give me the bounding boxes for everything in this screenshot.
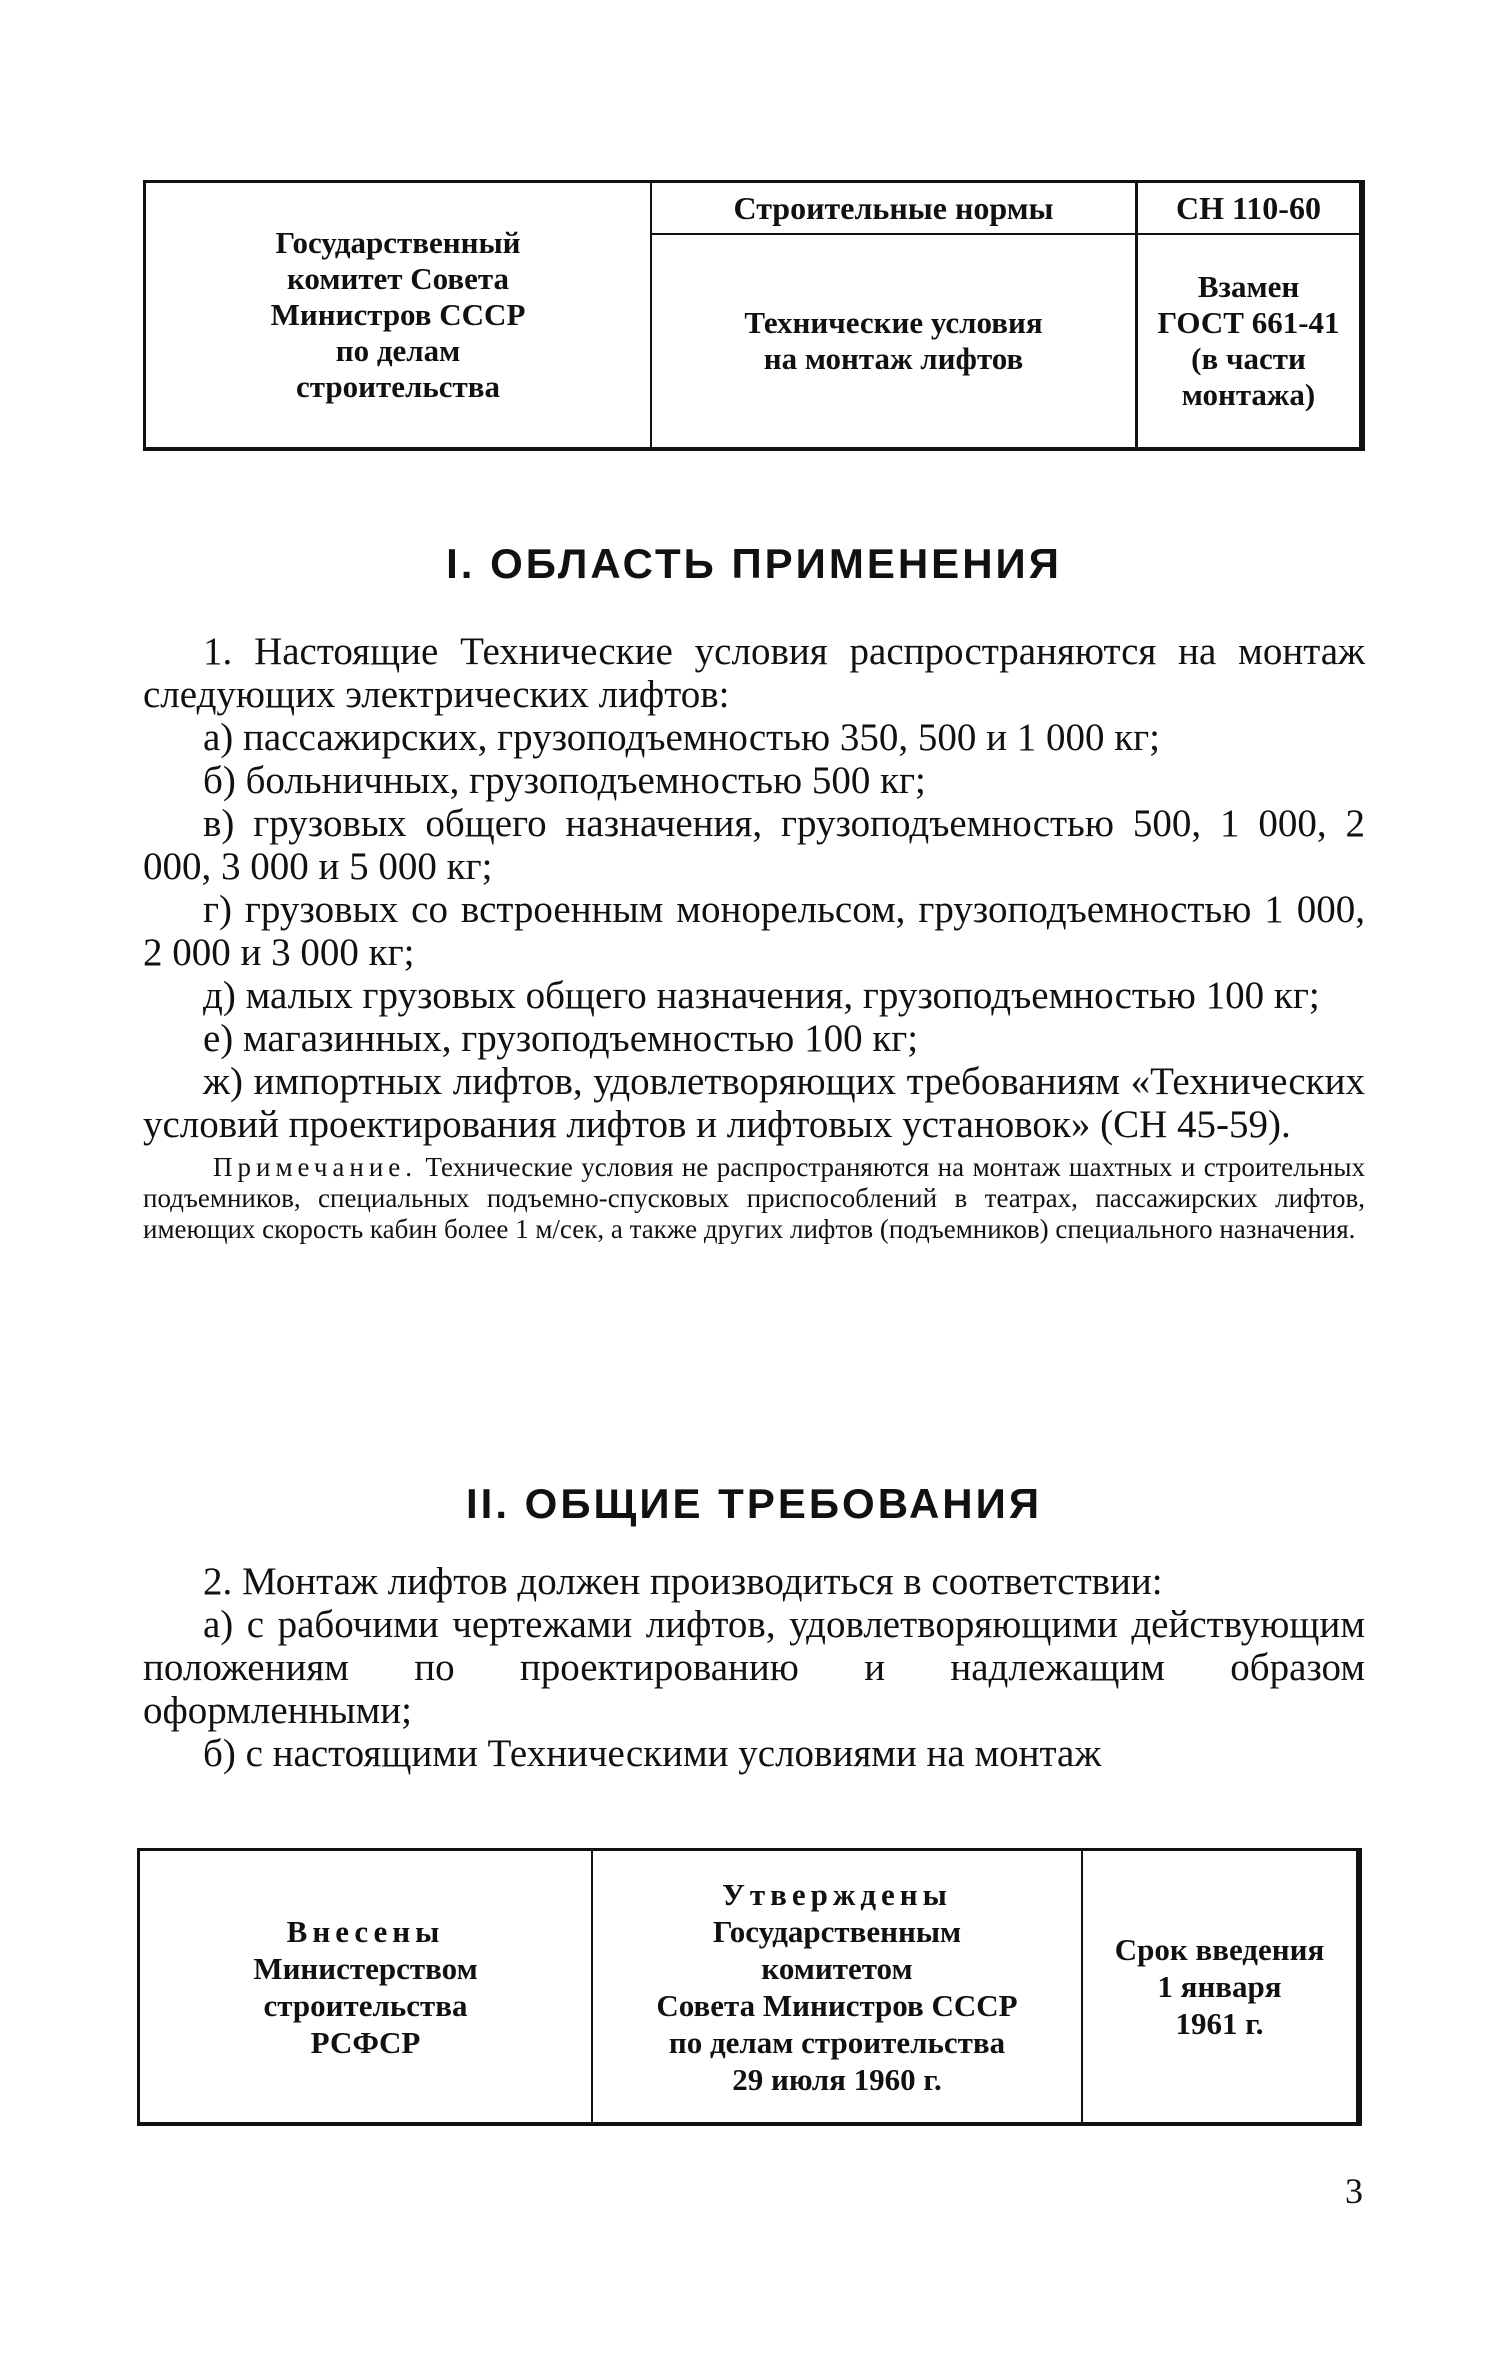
replaces-standard: Взамен ГОСТ 661-41 (в части монтажа) bbox=[1157, 269, 1340, 412]
approved-by-cell: Утверждены Государственным комитетом Совета Министров СССР по делам строительства 29 июля 1960 г. bbox=[593, 1851, 1083, 2122]
list-item: б) больничных, грузоподъемностью 500 кг; bbox=[203, 759, 926, 802]
paragraph-2-intro: 2. Монтаж лифтов должен производиться в соответствии: bbox=[203, 1560, 1163, 1603]
section-heading-general-requirements: II. ОБЩИЕ ТРЕБОВАНИЯ bbox=[465, 1480, 1043, 1527]
list-item: а) с рабочими чертежами лифтов, удовлетворяющими действующим положениям по проектированию и надлежащим образом оформленными; bbox=[143, 1603, 1365, 1732]
list-item: е) магазинных, грузоподъемностью 100 кг; bbox=[203, 1017, 919, 1060]
section-heading-scope: I. ОБЛАСТЬ ПРИМЕНЕНИЯ bbox=[446, 540, 1062, 587]
document-title: Технические условия на монтаж лифтов bbox=[744, 305, 1043, 376]
paragraph-1-intro: 1. Настоящие Технические условия распространяются на монтаж следующих электрических лифтов: bbox=[143, 630, 1365, 716]
issuing-organization: Государственный комитет Совета Министров СССР по делам строительства bbox=[270, 225, 526, 404]
submitted-by-cell: Внесены Министерством строительства РСФСР bbox=[140, 1851, 593, 2122]
document-title-cell bbox=[652, 183, 1138, 447]
header-table bbox=[143, 180, 1365, 451]
section-general-body bbox=[143, 1560, 1365, 1775]
effective-date-cell: Срок введения 1 января 1961 г. bbox=[1114, 1932, 1325, 2041]
list-item: а) пассажирских, грузоподъемностью 350, 500 и 1 000 кг; bbox=[203, 716, 1161, 759]
document-code: СН 110-60 bbox=[1138, 183, 1359, 235]
list-item: ж) импортных лифтов, удовлетворяющих требованиям «Технических условий проектирования лифтов и лифтовых установок» (СН 45-59). bbox=[143, 1060, 1365, 1146]
note bbox=[143, 1152, 1365, 1245]
list-item: д) малых грузовых общего назначения, грузоподъемностью 100 кг; bbox=[203, 974, 1320, 1017]
list-item: г) грузовых со встроенным монорельсом, грузоподъемностью 1 000, 2 000 и 3 000 кг; bbox=[143, 888, 1365, 974]
note-text: Технические условия не распространяются на монтаж шахтных и строительных подъемников, специальных подъемно-спусковых приспособлений в театрах, пассажирских лифтов, имеющих скорость кабин более 1 м/сек, а также других лифтов (подъемников) специального назначения. bbox=[143, 1152, 1366, 1244]
note-label: Примечание. bbox=[213, 1152, 418, 1182]
document-type: Строительные нормы bbox=[652, 183, 1135, 235]
issuing-organization-cell bbox=[146, 183, 652, 447]
section-scope-body bbox=[143, 630, 1365, 1245]
list-item: б) с настоящими Техническими условиями на монтаж bbox=[203, 1732, 1102, 1775]
list-item: в) грузовых общего назначения, грузоподъемностью 500, 1 000, 2 000, 3 000 и 5 000 кг; bbox=[143, 802, 1365, 888]
page-number: 3 bbox=[1345, 2171, 1363, 2211]
footer-table bbox=[137, 1848, 1362, 2126]
document-code-cell bbox=[1138, 183, 1359, 447]
